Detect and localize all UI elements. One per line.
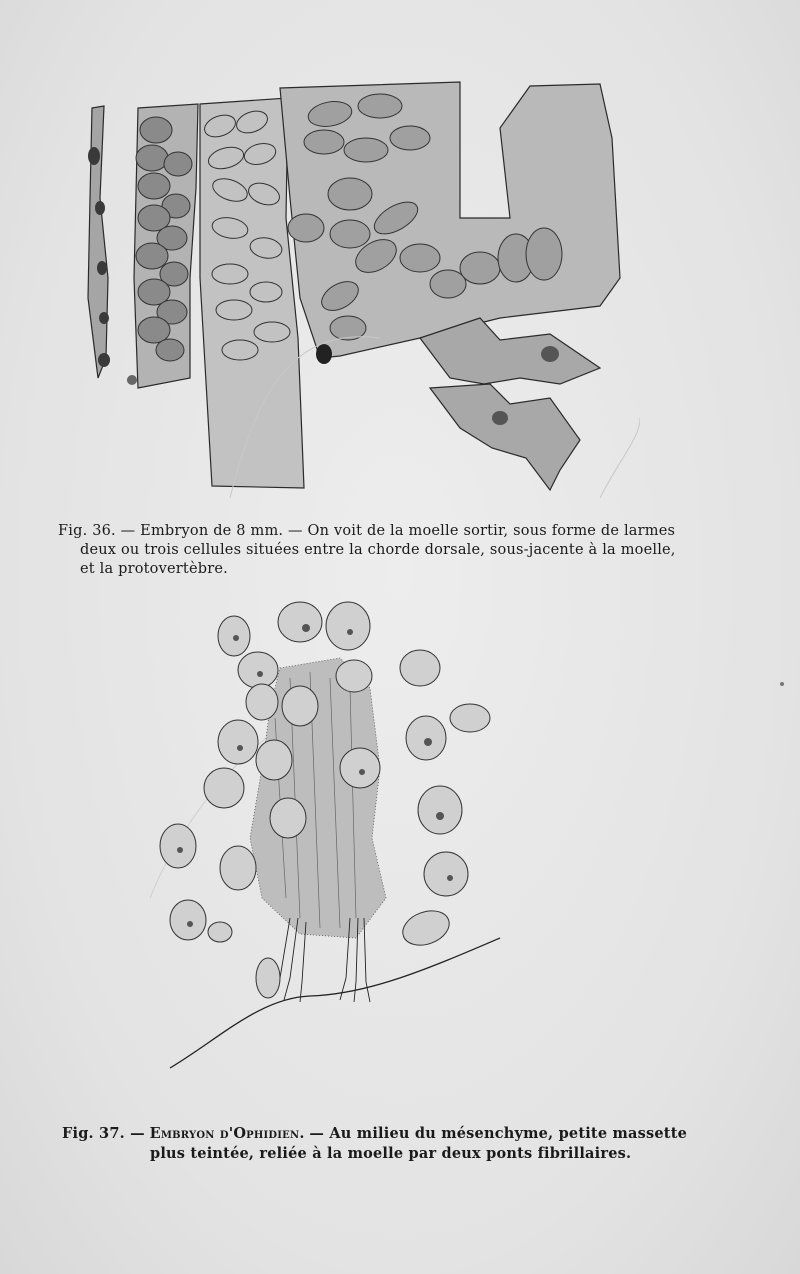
figure-37-caption [62, 1124, 742, 1163]
figure-37-caption-line-2: plus teintée, reliée à la moelle par deux ponts fibrillaires. [150, 1145, 632, 1162]
figure-36-drawing [80, 78, 640, 508]
figure-37-drawing [150, 598, 510, 1078]
figure-37-caption-label: Fig. 37. — [62, 1125, 145, 1142]
figure-36-illustration [80, 78, 640, 508]
figure-36-caption [58, 522, 718, 579]
ink-speck [780, 682, 784, 686]
figure-37-caption-line-1 [62, 1124, 742, 1144]
figure-37-caption-rest: — Au milieu du mésenchyme, petite massette [309, 1125, 688, 1142]
figure-37-illustration [150, 598, 510, 1078]
figure-36-caption-line-2: deux ou trois cellules situées entre la chorde dorsale, sous-jacente à la moelle, [80, 542, 676, 558]
figure-36-caption-line-1: Fig. 36. — Embryon de 8 mm. — On voit de la moelle sortir, sous forme de larmes [58, 523, 676, 539]
figure-37-caption-title: Embryon d'Ophidien. [149, 1125, 305, 1142]
figure-36-caption-line-3: et la protovertèbre. [80, 561, 228, 577]
